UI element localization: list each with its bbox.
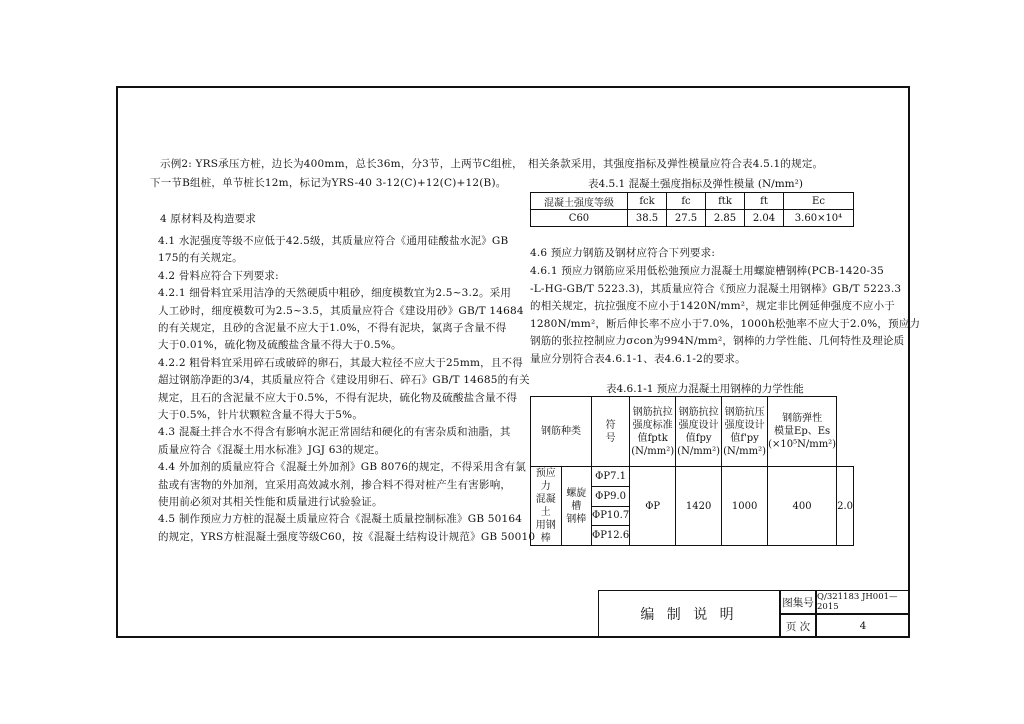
text-line: 的规定，YRS方桩混凝土强度等级C60，按《混凝土结构设计规范》GB 50010 xyxy=(158,530,536,543)
example-line: 示例2: YRS承压方桩，边长为400mm，总长36m，分3节，上两节C组桩， xyxy=(160,158,523,170)
table-header: 符 号 xyxy=(592,397,630,467)
table-cell: ΦP10.7 xyxy=(592,506,630,526)
text-line: 大于0.5%，针片状颗粒含量不得大于5%。 xyxy=(158,409,364,421)
page-number: 4 xyxy=(816,614,910,638)
text-line: 人工砂时，细度模数可为2.5~3.5，其质量应符合《建设用砂》GB/T 14684 xyxy=(158,304,524,317)
text-line: 的相关规定，抗拉强度不应小于1420N/mm²，规定非比例延伸强度不应小于 xyxy=(530,300,895,313)
text-line: 4.2.1 细骨料宜采用洁净的天然硬质中粗砂，细度模数宜为2.5~3.2。采用 xyxy=(158,287,512,300)
text-line: 盐或有害物的外加剂，宜采用高效减水剂，掺合料不得对桩产生有害影响， xyxy=(158,478,512,491)
table-header: 钢筋弹性 模量Ep、Es (×10⁵N/mm²) xyxy=(768,397,837,467)
table-header: Ec xyxy=(784,193,854,210)
table-cell: 3.60×10⁴ xyxy=(784,210,854,227)
table-header: 钢筋抗压 强度设计 值f'py (N/mm²) xyxy=(722,397,768,467)
table-header: 钢筋抗拉 强度设计 值fpy (N/mm²) xyxy=(676,397,722,467)
text-line: 175的有关规定。 xyxy=(158,252,243,265)
table-caption: 表4.6.1-1 预应力混凝土用钢棒的力学性能 xyxy=(606,383,804,395)
text-line: 4.2 骨料应符合下列要求: xyxy=(158,269,279,282)
text-line: 4.3 混凝土拌合水不得含有影响水泥正常固结和硬化的有害杂质和油脂，其 xyxy=(158,426,511,439)
text-line: 量应分别符合表4.6.1-1、表4.6.1-2的要求。 xyxy=(530,353,746,365)
table-cell: 预应力 混凝土 用钢棒 xyxy=(531,467,562,546)
table-cell: 螺旋槽 钢棒 xyxy=(561,467,592,546)
table-cell: 2.0 xyxy=(837,467,854,546)
text-line: 1280N/mm²，断后伸长率不应小于7.0%，1000h松弛率不应大于2.0%，预应力 xyxy=(530,317,921,330)
table-header: 混凝土强度等级 xyxy=(531,193,628,210)
text-line: 4.4 外加剂的质量应符合《混凝土外加剂》GB 8076的规定，不得采用含有氯 xyxy=(158,461,526,474)
table-cell: 2.85 xyxy=(706,210,745,227)
table-header: ftk xyxy=(706,193,745,210)
table-header: ft xyxy=(745,193,784,210)
table-cell: ΦP7.1 xyxy=(592,467,630,487)
section-heading: 4.6 预应力钢筋及钢材应符合下列要求: xyxy=(530,247,716,259)
page-label: 页 次 xyxy=(780,614,816,638)
table-cell: ΦP xyxy=(630,467,676,546)
concrete-strength-table xyxy=(530,192,854,227)
atlas-label: 图集号 xyxy=(780,590,816,614)
text-line: 4.6.1 预应力钢筋应采用低松弛预应力混凝土用螺旋槽钢棒(PCB-1420-35 xyxy=(530,265,885,277)
table-cell: 38.5 xyxy=(628,210,667,227)
table-cell: C60 xyxy=(531,210,628,227)
text-line: 超过钢筋净距的3/4，其质量应符合《建设用卵石、碎石》GB/T 14685的有关 xyxy=(158,374,530,387)
section-heading: 4 原材料及构造要求 xyxy=(160,213,257,225)
table-cell: 27.5 xyxy=(667,210,706,227)
steel-bar-table xyxy=(530,396,854,546)
text-line: 的有关规定，且砂的含泥量不应大于1.0%，不得有泥块，氯离子含量不得 xyxy=(158,322,507,334)
table-cell: 400 xyxy=(768,467,837,546)
text-line: 4.1 水泥强度等级不应低于42.5级，其质量应符合《通用硅酸盐水泥》GB xyxy=(158,235,509,247)
text-line: 相关条款采用，其强度指标及弹性模量应符合表4.5.1的规定。 xyxy=(528,158,824,170)
table-header: 钢筋抗拉 强度标准 值fptk (N/mm²) xyxy=(630,397,676,467)
text-line: 使用前必须对其相关性能和质量进行试验验证。 xyxy=(158,496,383,508)
table-cell: ΦP9.0 xyxy=(592,486,630,506)
atlas-number: Q/321183 JH001—2015 xyxy=(816,590,910,614)
table-header: fc xyxy=(667,193,706,210)
table-cell: ΦP12.6 xyxy=(592,526,630,546)
table-cell: 1000 xyxy=(722,467,768,546)
text-line: 4.2.2 粗骨料宜采用碎石或破碎的卵石，其最大粒径不应大于25mm，且不得 xyxy=(158,356,523,369)
table-cell: 2.04 xyxy=(745,210,784,227)
text-line: 质量应符合《混凝土用水标准》JGJ 63的规定。 xyxy=(158,443,386,456)
text-line: -L-HG-GB/T 5223.3)，其质量应符合《预应力混凝土用钢棒》GB/T 5223.3 xyxy=(530,282,902,295)
table-caption: 表4.5.1 混凝土强度指标及弹性模量 (N/mm²) xyxy=(588,178,803,190)
text-line: 规定，且石的含泥量不应大于0.5%，不得有泥块，硫化物及硫酸盐含量不得 xyxy=(158,391,518,404)
example-line: 下一节B组桩，单节桩长12m，标记为YRS-40 3-12(C)+12(C)+12(B)。 xyxy=(150,177,507,189)
text-line: 钢筋的张拉控制应力σcon为994N/mm²，钢棒的力学性能、几何特性及理论质 xyxy=(530,335,905,348)
table-header: fck xyxy=(628,193,667,210)
drawing-title: 编 制 说 明 xyxy=(598,590,780,638)
table-cell: 1420 xyxy=(676,467,722,546)
table-header: 钢筋种类 xyxy=(531,397,592,467)
text-line: 大于0.01%，硫化物及硫酸盐含量不得大于0.5%。 xyxy=(158,339,402,352)
text-line: 4.5 制作预应力方桩的混凝土质量应符合《混凝土质量控制标准》GB 50164 xyxy=(158,513,523,526)
